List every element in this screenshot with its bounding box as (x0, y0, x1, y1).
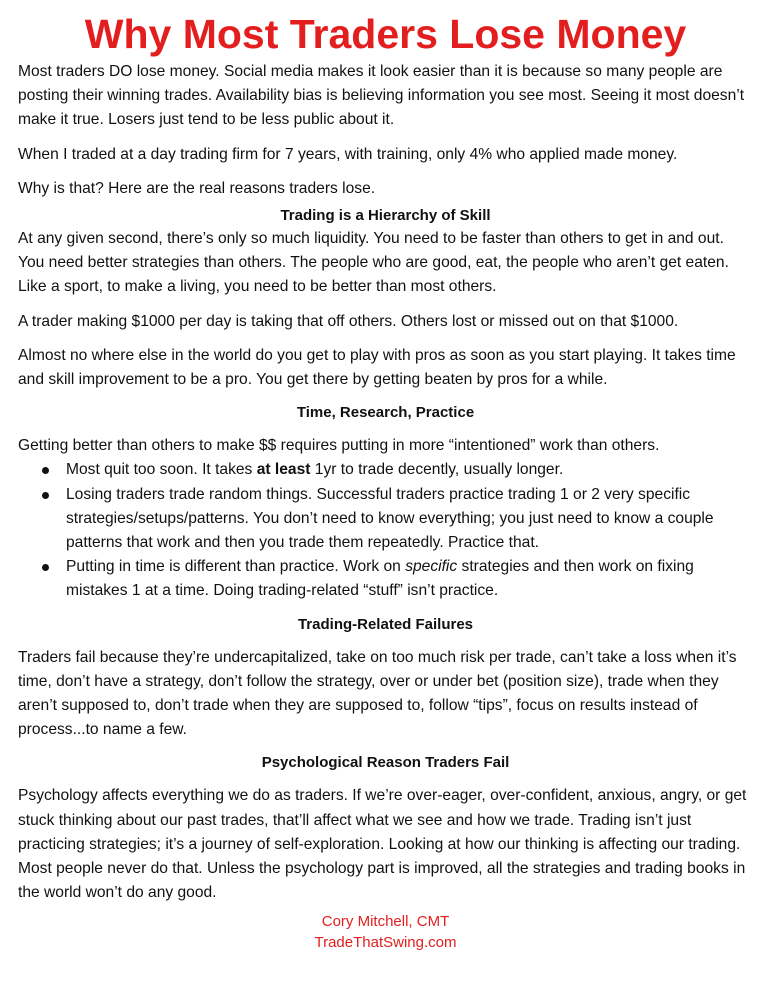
document-title: Why Most Traders Lose Money (84, 11, 687, 57)
bullet-dot-icon (42, 467, 49, 474)
author-website: TradeThatSwing.com (314, 934, 457, 952)
bullet-3-text-after: strategies and then work on fixing mistakes 1 at a time. Doing trading-related “stuff” isn’t practice. (66, 558, 694, 600)
bullet-item-quit-too-soon (66, 458, 753, 482)
hierarchy-paragraph-2: A trader making $1000 per day is taking that off others. Others lost or missed out on that $1000. (18, 312, 679, 330)
bullet-1-text-before: Most quit too soon. It takes (66, 461, 257, 479)
section-heading-hierarchy: Trading is a Hierarchy of Skill (280, 207, 491, 225)
bullet-item-random-things (66, 483, 753, 556)
intro-paragraph-3: Why is that? Here are the real reasons traders lose. (18, 179, 376, 197)
psychology-paragraph: Psychology affects everything we do as traders. If we’re over-eager, over-confident, anxious, angry, or get stuck thinking about our past trades, that’ll affect what we see and how we trade. Trading isn’t just practicing strategies; it’s a journey of self-exploration. Looking at how our thinking is affecting our trading. Most people never do that. Unless the psychology part is improved, all the strategies and trading books in the world won’t do any good. (18, 787, 747, 902)
bullet-3-italic-text: specific (405, 558, 458, 576)
section-heading-failures: Trading-Related Failures (297, 615, 474, 633)
hierarchy-paragraph-1: At any given second, there’s only so much liquidity. You need to be faster than others to get in and out. You need better strategies than others. The people who are good, eat, the people who aren’t get eaten. Like a sport, to make a living, you need to be better than most others. (18, 230, 729, 296)
bullet-3-text-before: Putting in time is different than practice. Work on (66, 558, 406, 576)
practice-lead-paragraph: Getting better than others to make $$ requires putting in more “intentioned” work than others. (18, 437, 660, 455)
author-name: Cory Mitchell, CMT (321, 913, 450, 931)
practice-bullet-list (18, 458, 753, 603)
bullet-dot-icon (42, 492, 49, 499)
intro-paragraph-1: Most traders DO lose money. Social media makes it look easier than it is because so many people are posting their winning trades. Availability bias is believing information you see most. Seeing it most doesn’t make it true. Losers just tend to be less public about it. (18, 63, 745, 129)
bullet-1-bold-text: at least (256, 461, 311, 479)
hierarchy-paragraph-3: Almost no where else in the world do you get to play with pros as soon as you start playing. It takes time and skill improvement to be a pro. You get there by getting beaten by pros for a while. (18, 346, 736, 389)
section-heading-practice: Time, Research, Practice (296, 404, 475, 422)
bullet-dot-icon (42, 564, 49, 571)
failures-paragraph: Traders fail because they’re undercapitalized, take on too much risk per trade, can’t take a loss when it’s time, don’t have a strategy, don’t follow the strategy, over or under bet (position size), trade when they aren’t supposed to, don’t trade when they are supposed to, follow “tips”, focus on results instead of process...to name a few. (18, 648, 737, 739)
section-heading-psychology: Psychological Reason Traders Fail (261, 754, 510, 772)
signature-block (18, 911, 753, 953)
bullet-1-text-after: 1yr to trade decently, usually longer. (310, 461, 564, 479)
intro-paragraph-2: When I traded at a day trading firm for 7 years, with training, only 4% who applied made money. (18, 145, 678, 163)
bullet-2-text: Losing traders trade random things. Successful traders practice trading 1 or 2 very specific strategies/setups/patterns. You don’t need to know everything; you just need to know a couple patterns that work and then you trade them repeatedly. Practice that. (66, 485, 714, 552)
bullet-item-time-vs-practice (66, 555, 753, 603)
